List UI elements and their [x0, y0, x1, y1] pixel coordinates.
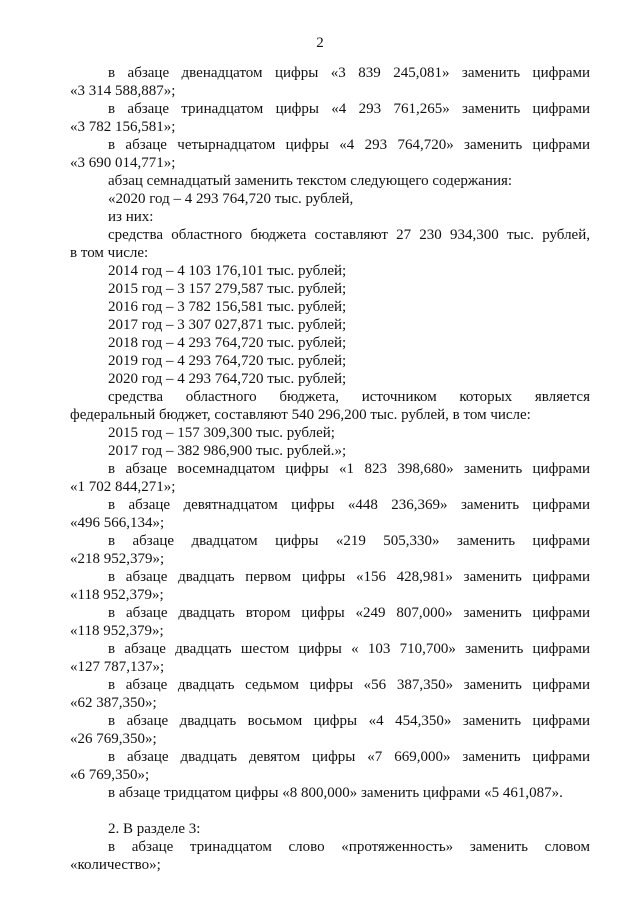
text-line: «2020 год – 4 293 764,720 тыс. рублей,	[108, 191, 354, 207]
page-number: 2	[316, 35, 324, 51]
text-line: 2019 год – 4 293 764,720 тыс. рублей;	[108, 353, 347, 369]
text-line: 2020 год – 4 293 764,720 тыс. рублей;	[108, 371, 347, 387]
text-line: в абзаце тринадцатом слово «протяженность» заменить словом	[108, 839, 590, 855]
text-line: средства областного бюджета, источником которых является	[108, 389, 590, 405]
text-line: в абзаце двадцать первом цифры «156 428,981» заменить цифрами	[108, 569, 590, 585]
text-line: в абзаце двенадцатом цифры «3 839 245,081» заменить цифрами	[108, 65, 590, 81]
text-line: в абзаце девятнадцатом цифры «448 236,369» заменить цифрами	[108, 497, 590, 513]
text-line: «1 702 844,271»;	[70, 479, 176, 495]
document-body	[70, 64, 590, 874]
text-line: в абзаце тринадцатом цифры «4 293 761,265» заменить цифрами	[108, 101, 590, 117]
text-line: федеральный бюджет, составляют 540 296,200 тыс. рублей, в том числе:	[70, 407, 531, 423]
text-line: в абзаце двадцать шестом цифры « 103 710,700» заменить цифрами	[108, 641, 590, 657]
text-line: «3 782 156,581»;	[70, 119, 176, 135]
text-line: «218 952,379»;	[70, 551, 165, 567]
text-line: 2015 год – 157 309,300 тыс. рублей;	[108, 425, 335, 441]
text-line: абзац семнадцатый заменить текстом следующего содержания:	[108, 173, 513, 189]
text-line: «6 769,350»;	[70, 767, 150, 783]
text-line: в абзаце двадцатом цифры «219 505,330» заменить цифрами	[108, 533, 590, 549]
text-line: «62 387,350»;	[70, 695, 157, 711]
text-line: в абзаце двадцать девятом цифры «7 669,000» заменить цифрами	[108, 749, 590, 765]
text-line: «127 787,137»;	[70, 659, 165, 675]
text-line: 2018 год – 4 293 764,720 тыс. рублей;	[108, 335, 347, 351]
text-line: в абзаце восемнадцатом цифры «1 823 398,680» заменить цифрами	[108, 461, 590, 477]
text-line: в абзаце двадцать восьмом цифры «4 454,350» заменить цифрами	[108, 713, 590, 729]
text-line: «3 690 014,771»;	[70, 155, 176, 171]
text-line: «3 314 588,887»;	[70, 83, 176, 99]
text-line: «118 952,379»;	[70, 587, 164, 603]
text-line: «118 952,379»;	[70, 623, 164, 639]
text-line: в абзаце двадцать седьмом цифры «56 387,350» заменить цифрами	[108, 677, 590, 693]
text-line: 2. В разделе 3:	[108, 821, 201, 837]
text-line: «количество»;	[70, 857, 161, 873]
text-line: в том числе:	[70, 245, 149, 261]
text-line: в абзаце двадцать втором цифры «249 807,000» заменить цифрами	[108, 605, 590, 621]
text-line: 2015 год – 3 157 279,587 тыс. рублей;	[108, 281, 347, 297]
text-line: 2017 год – 382 986,900 тыс. рублей.»;	[108, 443, 347, 459]
text-line: 2014 год – 4 103 176,101 тыс. рублей;	[108, 263, 347, 279]
text-line: «26 769,350»;	[70, 731, 157, 747]
text-line: в абзаце четырнадцатом цифры «4 293 764,720» заменить цифрами	[108, 137, 590, 153]
text-line: «496 566,134»;	[70, 515, 165, 531]
text-line: средства областного бюджета составляют 27 230 934,300 тыс. рублей,	[108, 227, 590, 243]
text-line: 2016 год – 3 782 156,581 тыс. рублей;	[108, 299, 347, 315]
text-line: 2017 год – 3 307 027,871 тыс. рублей;	[108, 317, 347, 333]
paragraph-gap	[70, 802, 590, 820]
text-line: из них:	[108, 209, 154, 225]
text-line: в абзаце тридцатом цифры «8 800,000» заменить цифрами «5 461,087».	[108, 785, 563, 801]
